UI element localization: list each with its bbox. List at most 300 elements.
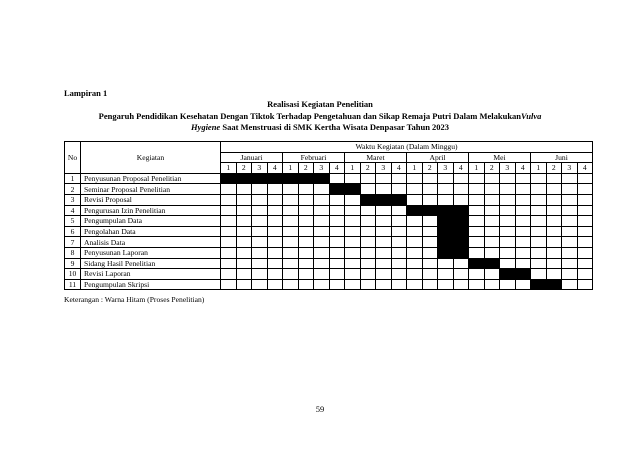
header-week: 2 [422,163,438,174]
activity-label: Penyusunan Laporan [81,247,221,258]
week-cell [345,237,361,248]
week-cell [360,173,376,184]
week-cell [422,226,438,237]
header-waktu: Waktu Kegiatan (Dalam Minggu) [221,142,593,153]
week-cell-filled [531,279,547,290]
week-cell [329,279,345,290]
activity-label: Revisi Laporan [81,269,221,280]
week-cell [298,226,314,237]
week-cell [531,194,547,205]
activity-no: 11 [65,279,81,290]
week-cell [267,194,283,205]
week-cell [314,258,330,269]
week-cell [484,247,500,258]
week-cell-filled [221,173,237,184]
week-cell-filled [360,194,376,205]
activity-label: Sidang Hasil Penelitian [81,258,221,269]
activity-no: 4 [65,205,81,216]
week-cell [221,216,237,227]
week-cell [283,205,299,216]
week-cell [438,269,454,280]
week-cell [221,247,237,258]
week-cell [453,279,469,290]
week-cell [252,269,268,280]
activity-no: 7 [65,237,81,248]
week-cell [221,205,237,216]
week-cell [252,237,268,248]
week-cell [252,205,268,216]
week-cell [314,237,330,248]
week-cell [531,226,547,237]
week-cell [469,205,485,216]
week-cell [484,237,500,248]
week-cell [546,173,562,184]
week-cell [577,269,593,280]
week-cell [391,237,407,248]
week-cell [500,258,516,269]
activity-label: Analisis Data [81,237,221,248]
week-cell [562,279,578,290]
header-week: 4 [391,163,407,174]
week-cell [577,216,593,227]
activity-label: Pengumpulan Data [81,216,221,227]
week-cell [267,258,283,269]
week-cell [283,269,299,280]
week-cell [236,247,252,258]
week-cell [546,194,562,205]
schedule-title: Realisasi Kegiatan Penelitian [267,99,373,109]
week-cell [329,269,345,280]
header-month: April [407,152,469,163]
week-cell [267,247,283,258]
gantt-table [64,141,593,290]
week-cell [221,269,237,280]
week-cell [562,247,578,258]
week-cell [360,279,376,290]
week-cell [267,216,283,227]
week-cell [252,279,268,290]
week-cell [407,247,423,258]
week-cell [562,226,578,237]
week-cell [531,216,547,227]
week-cell [267,279,283,290]
week-cell [283,247,299,258]
week-cell [469,237,485,248]
week-cell-filled [236,173,252,184]
week-cell [252,247,268,258]
week-cell [577,247,593,258]
week-cell [391,269,407,280]
activity-no: 10 [65,269,81,280]
week-cell [438,194,454,205]
activity-label: Pengumpulan Skripsi [81,279,221,290]
week-cell [376,226,392,237]
week-cell [236,269,252,280]
header-week: 4 [329,163,345,174]
week-cell [329,247,345,258]
research-title-italic1: Vulva [521,111,542,121]
header-week: 2 [484,163,500,174]
week-cell [314,269,330,280]
week-cell-filled [252,173,268,184]
week-cell [407,279,423,290]
activity-label: Seminar Proposal Penelitian [81,184,221,195]
week-cell [391,173,407,184]
week-cell [298,279,314,290]
week-cell [391,226,407,237]
week-cell [562,184,578,195]
week-cell [577,184,593,195]
week-cell [267,184,283,195]
week-cell [422,269,438,280]
week-cell [252,184,268,195]
week-cell [453,194,469,205]
week-cell-filled [438,237,454,248]
week-cell [577,279,593,290]
week-cell [469,173,485,184]
week-cell [469,216,485,227]
week-cell [314,184,330,195]
week-cell [562,205,578,216]
week-cell-filled [484,258,500,269]
header-month: Mei [469,152,531,163]
week-cell [577,205,593,216]
header-week: 3 [376,163,392,174]
week-cell [531,258,547,269]
week-cell-filled [453,205,469,216]
week-cell [515,258,531,269]
week-cell [252,258,268,269]
week-cell [500,173,516,184]
week-cell [422,247,438,258]
week-cell-filled [376,194,392,205]
activity-label: Revisi Proposal [81,194,221,205]
week-cell [546,205,562,216]
week-cell-filled [283,173,299,184]
week-cell [484,216,500,227]
week-cell [546,226,562,237]
week-cell [252,216,268,227]
week-cell [391,258,407,269]
week-cell [345,269,361,280]
activity-no: 6 [65,226,81,237]
week-cell [407,237,423,248]
week-cell-filled [407,205,423,216]
header-week: 1 [221,163,237,174]
activity-no: 3 [65,194,81,205]
week-cell [515,237,531,248]
activity-row [65,237,593,248]
appendix-label: Lampiran 1 [64,88,108,98]
week-cell [221,226,237,237]
week-cell-filled [453,226,469,237]
week-cell [267,237,283,248]
week-cell [314,279,330,290]
week-cell [283,194,299,205]
week-cell [500,184,516,195]
week-cell [546,237,562,248]
week-cell [531,247,547,258]
week-cell-filled [453,216,469,227]
week-cell [345,216,361,227]
research-title-part1: Pengaruh Pendidikan Kesehatan Dengan Tiktok Terhadap Pengetahuan dan Sikap Remaja Putri Dalam Melakukan [98,111,522,121]
header-week: 2 [360,163,376,174]
week-cell [376,216,392,227]
week-cell [345,173,361,184]
week-cell-filled [438,226,454,237]
week-cell [469,247,485,258]
week-cell [283,258,299,269]
week-cell [500,194,516,205]
page-number: 59 [315,404,325,414]
week-cell [298,258,314,269]
week-cell [329,258,345,269]
activity-no: 8 [65,247,81,258]
week-cell [546,216,562,227]
week-cell [407,194,423,205]
week-cell [562,269,578,280]
week-cell-filled [438,247,454,258]
research-title-part2: Saat Menstruasi di SMK Kertha Wisata Denpasar Tahun 2023 [220,122,450,132]
week-cell [422,237,438,248]
week-cell-filled [438,205,454,216]
header-week: 4 [267,163,283,174]
header-week: 3 [500,163,516,174]
week-cell [314,216,330,227]
week-cell [484,269,500,280]
week-cell [562,216,578,227]
week-cell [314,205,330,216]
week-cell [515,247,531,258]
week-cell [546,269,562,280]
activity-label: Pengolahan Data [81,226,221,237]
week-cell [236,205,252,216]
week-cell [407,216,423,227]
week-cell [531,237,547,248]
week-cell [376,237,392,248]
week-cell [360,258,376,269]
week-cell [453,258,469,269]
week-cell [515,226,531,237]
week-cell [283,216,299,227]
week-cell [236,226,252,237]
week-cell [314,194,330,205]
header-no: No [65,142,81,174]
week-cell [298,237,314,248]
week-cell-filled [453,237,469,248]
week-cell [500,226,516,237]
week-cell [453,269,469,280]
week-cell [546,184,562,195]
week-cell [515,205,531,216]
week-cell-filled [314,173,330,184]
activity-row [65,184,593,195]
week-cell [391,279,407,290]
week-cell [484,194,500,205]
week-cell [422,216,438,227]
week-cell [298,205,314,216]
week-cell [314,247,330,258]
week-cell-filled [469,258,485,269]
week-cell [360,237,376,248]
week-cell [531,173,547,184]
week-cell [391,216,407,227]
week-cell [407,269,423,280]
week-cell [267,205,283,216]
week-cell-filled [298,173,314,184]
week-cell [438,279,454,290]
week-cell [531,269,547,280]
week-cell [298,184,314,195]
week-cell [376,258,392,269]
week-cell [283,279,299,290]
week-cell [360,205,376,216]
header-month: Juni [531,152,593,163]
week-cell [252,226,268,237]
week-cell [531,184,547,195]
research-title [64,111,576,133]
week-cell [252,194,268,205]
week-cell [484,226,500,237]
header-week: 2 [298,163,314,174]
week-cell [515,216,531,227]
week-cell [500,247,516,258]
activity-no: 5 [65,216,81,227]
week-cell [283,237,299,248]
week-cell [577,226,593,237]
activity-row [65,173,593,184]
header-week: 1 [531,163,547,174]
week-cell [360,247,376,258]
header-month: Februari [283,152,345,163]
week-cell [376,184,392,195]
week-cell [515,173,531,184]
week-cell [221,194,237,205]
header-month: Maret [345,152,407,163]
week-cell-filled [438,216,454,227]
week-cell [422,173,438,184]
week-cell [329,237,345,248]
activity-label: Penyusunan Proposal Penelitian [81,173,221,184]
week-cell [221,279,237,290]
week-cell-filled [546,279,562,290]
week-cell [546,247,562,258]
week-cell [422,184,438,195]
week-cell [438,258,454,269]
header-week: 3 [252,163,268,174]
week-cell [221,258,237,269]
header-week: 4 [515,163,531,174]
week-cell [484,205,500,216]
week-cell [236,194,252,205]
week-cell [236,216,252,227]
week-cell [500,216,516,227]
activity-row [65,226,593,237]
week-cell-filled [329,184,345,195]
week-cell [329,173,345,184]
legend-note: Keterangan : Warna Hitam (Proses Penelitian) [64,295,205,304]
week-cell [283,226,299,237]
week-cell [469,269,485,280]
week-cell-filled [391,194,407,205]
week-cell-filled [345,184,361,195]
activity-row [65,258,593,269]
header-week: 1 [345,163,361,174]
week-cell [314,226,330,237]
week-cell [562,173,578,184]
week-cell [469,279,485,290]
week-cell [407,173,423,184]
week-cell [376,205,392,216]
week-cell [438,173,454,184]
week-cell [329,194,345,205]
week-cell [360,269,376,280]
week-cell [391,247,407,258]
week-cell [221,184,237,195]
week-cell [376,173,392,184]
week-cell [577,194,593,205]
week-cell [376,269,392,280]
header-kegiatan: Kegiatan [81,142,221,174]
week-cell [546,258,562,269]
week-cell-filled [515,269,531,280]
week-cell [407,258,423,269]
week-cell [562,258,578,269]
week-cell [515,194,531,205]
week-cell [562,194,578,205]
activity-row [65,216,593,227]
week-cell [422,194,438,205]
week-cell [577,173,593,184]
week-cell [484,173,500,184]
week-cell [438,184,454,195]
week-cell [577,258,593,269]
week-cell [236,279,252,290]
week-cell [298,269,314,280]
activity-label: Pengurusan Izin Penelitian [81,205,221,216]
week-cell [236,258,252,269]
header-week: 3 [438,163,454,174]
week-cell [391,205,407,216]
week-cell [422,279,438,290]
week-cell-filled [267,173,283,184]
header-week: 2 [236,163,252,174]
week-cell [221,237,237,248]
week-cell [345,258,361,269]
week-cell [329,216,345,227]
week-cell [360,216,376,227]
week-cell [298,247,314,258]
week-cell-filled [500,269,516,280]
week-cell-filled [453,247,469,258]
week-cell [236,184,252,195]
header-week: 2 [546,163,562,174]
week-cell [407,226,423,237]
week-cell [298,216,314,227]
week-cell [391,184,407,195]
header-week: 4 [577,163,593,174]
week-cell [484,184,500,195]
activity-row [65,269,593,280]
activity-row [65,247,593,258]
week-cell-filled [422,205,438,216]
week-cell [236,237,252,248]
week-cell [453,173,469,184]
week-cell [515,184,531,195]
activity-row [65,205,593,216]
header-week: 1 [407,163,423,174]
week-cell [469,226,485,237]
